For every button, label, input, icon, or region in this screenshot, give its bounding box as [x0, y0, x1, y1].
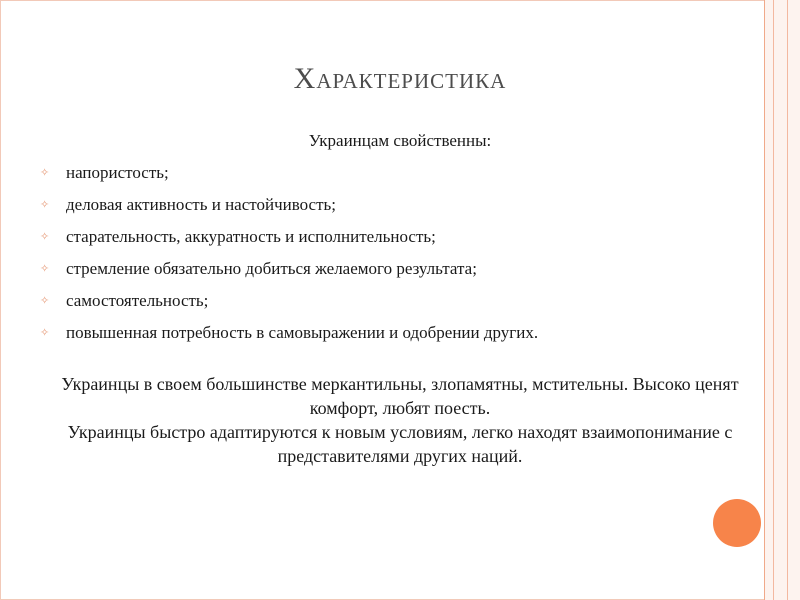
bullet-item	[40, 193, 538, 225]
bullet-text: повышенная потребность в самовыражении и одобрении других.	[66, 323, 539, 342]
paragraph-1: Украинцы в своем большинстве меркантильны, злопамятны, мстительны. Высоко ценят комфорт, любят поесть.	[61, 374, 739, 418]
bullet-item	[40, 161, 538, 193]
bullet-icon: ✧	[40, 167, 50, 179]
slide-subtitle: Украинцам свойственны:	[308, 131, 492, 150]
bullet-icon: ✧	[40, 263, 50, 275]
bullet-text: деловая активность и настойчивость;	[66, 195, 336, 214]
bullet-icon: ✧	[40, 231, 50, 243]
bullet-text: старательность, аккуратность и исполнительность;	[66, 227, 436, 246]
bullet-icon: ✧	[40, 295, 50, 307]
body-paragraph	[60, 372, 740, 468]
bullet-text: напористость;	[66, 163, 169, 182]
bullet-icon: ✧	[40, 199, 50, 211]
bullet-item	[40, 321, 538, 353]
bullet-list	[40, 161, 538, 353]
bullet-item	[40, 289, 538, 321]
bullet-text: самостоятельность;	[66, 291, 209, 310]
bullet-text: стремление обязательно добиться желаемого результата;	[66, 259, 477, 278]
bullet-item	[40, 257, 538, 289]
bullet-icon: ✧	[40, 327, 50, 339]
paragraph-2: Украинцы быстро адаптируются к новым условиям, легко находят взаимопонимание с представителями других наций.	[67, 422, 733, 466]
decorative-orange-circle	[713, 499, 761, 547]
bullet-item	[40, 225, 538, 257]
slide-title: Характеристика	[293, 62, 507, 95]
